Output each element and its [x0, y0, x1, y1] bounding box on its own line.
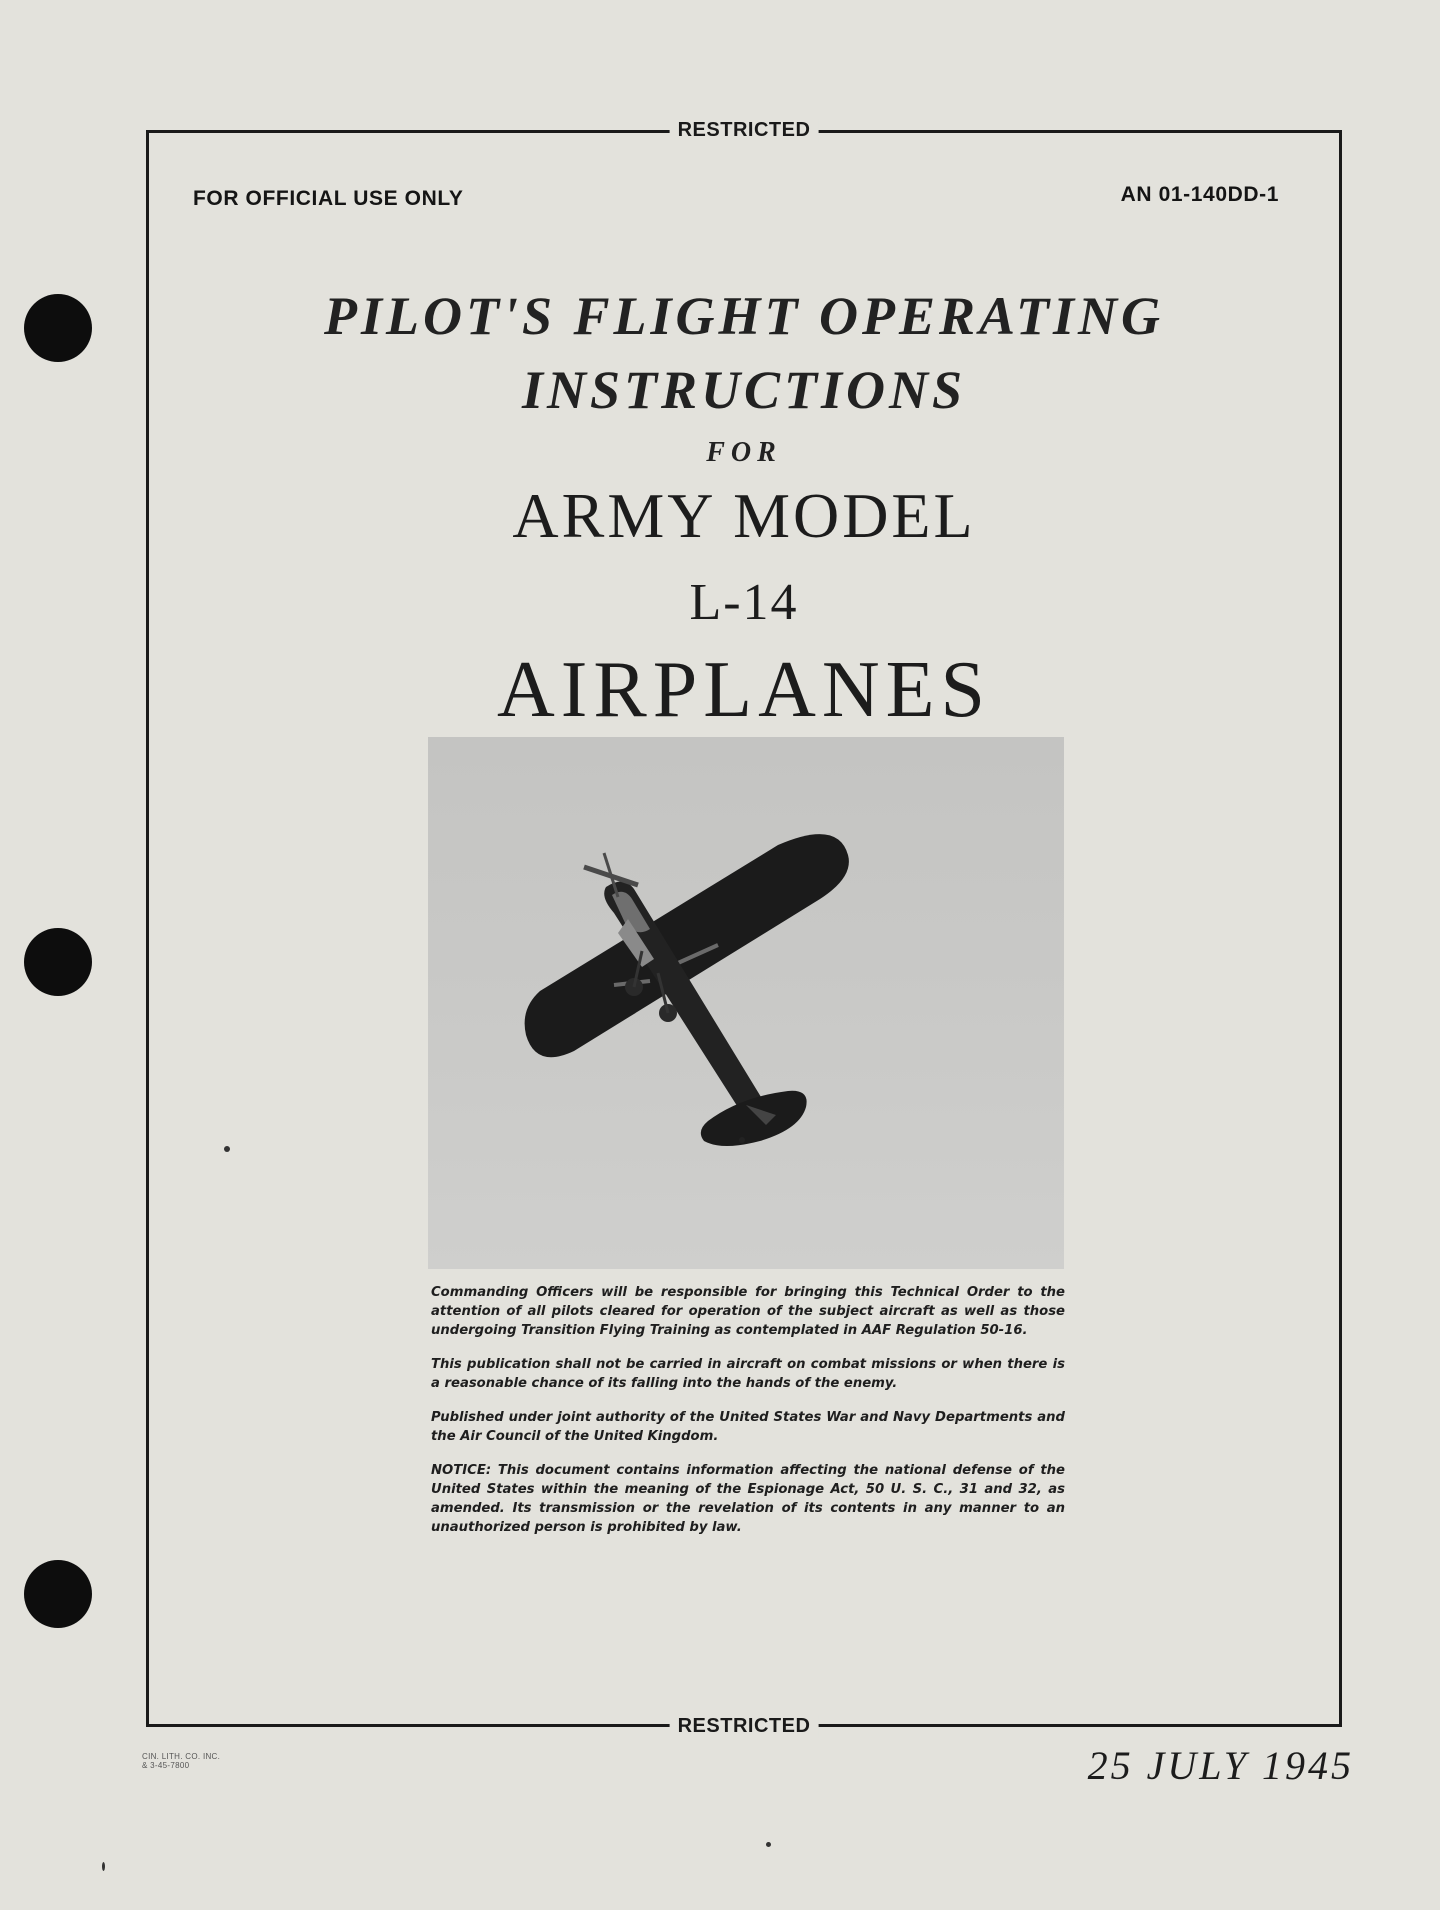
page-border — [146, 119, 1342, 1737]
title-airplanes: AIRPLANES — [496, 646, 992, 734]
title-for: FOR — [706, 437, 782, 468]
airplane-icon — [428, 737, 1064, 1269]
printer-imprint-line-1: CIN. LITH. CO. INC. — [142, 1752, 221, 1761]
handling-caveat: FOR OFFICIAL USE ONLY — [193, 187, 464, 210]
notice-block — [431, 1283, 1065, 1552]
title-line-1: PILOT'S FLIGHT OPERATING — [323, 286, 1165, 346]
notice-espionage-act: NOTICE: This document contains information affecting the national defense of the United States within the meaning of the Espionage Act, 50 U. S. C., 31 and 32, as amended. Its transmission or the revelation of its contents in any manner to an unauthorized person is prohibited by law. — [431, 1463, 1065, 1535]
classification-top: RESTRICTED — [670, 119, 819, 142]
paper-speck — [102, 1862, 105, 1871]
printer-imprint-line-2: & 3-45-7800 — [142, 1761, 190, 1770]
notice-combat-restriction: This publication shall not be carried in aircraft on combat missions or when there is a reasonable chance of its falling into the hands of the enemy. — [431, 1357, 1065, 1391]
paper-speck — [766, 1842, 771, 1847]
classification-bottom: RESTRICTED — [670, 1715, 819, 1738]
airplane-photo — [428, 737, 1064, 1269]
binder-hole-bottom — [24, 1560, 92, 1628]
printer-imprint — [142, 1752, 220, 1770]
notice-commanding-officers: Commanding Officers will be responsible for bringing this Technical Order to the attention of all pilots cleared for operation of the subject aircraft as well as those undergoing Transition Flying Training as contemplated in AAF Regulation 50-16. — [431, 1285, 1065, 1338]
binder-hole-top — [24, 294, 92, 362]
document-number: AN 01-140DD-1 — [1120, 183, 1279, 206]
title-model-number: L-14 — [689, 574, 799, 631]
binder-hole-middle — [24, 928, 92, 996]
publication-date: 25 JULY 1945 — [1087, 1743, 1354, 1788]
notice-joint-authority: Published under joint authority of the United States War and Navy Departments and the Air Council of the United Kingdom. — [431, 1410, 1065, 1444]
title-army-model: ARMY MODEL — [512, 480, 976, 551]
title-line-2: INSTRUCTIONS — [521, 360, 967, 420]
